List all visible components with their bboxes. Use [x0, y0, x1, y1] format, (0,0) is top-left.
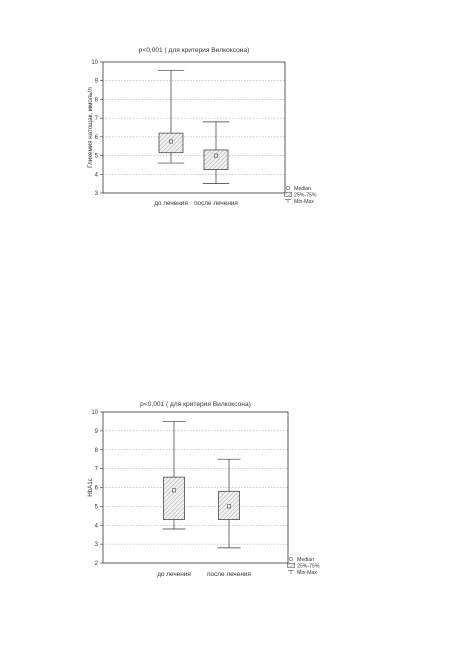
chart-title: p<0,001 ( для критерия Вилкоксона) [138, 47, 250, 54]
legend-label: Median [297, 556, 315, 563]
y-tick-label: 5 [94, 153, 98, 160]
legend-label: Min-Max [297, 570, 317, 577]
legend-median-swatch [290, 558, 293, 561]
y-tick-label: 7 [94, 116, 98, 123]
plot-frame [103, 62, 285, 193]
y-tick-label: 5 [94, 504, 98, 511]
median-marker [227, 505, 230, 508]
category-label: до лечения [154, 200, 188, 207]
median-marker [214, 154, 217, 157]
y-tick-label: 6 [94, 485, 98, 492]
y-tick-label: 10 [91, 60, 98, 66]
chart-2 [87, 401, 320, 578]
legend-iqr-swatch [288, 563, 295, 567]
category-label: после лечения [194, 200, 238, 207]
median-marker [172, 489, 175, 492]
legend [285, 186, 317, 205]
legend-label: Median [294, 185, 312, 192]
y-axis-label: Гликемия натощак, ммоль/л [87, 87, 94, 168]
median-marker [169, 140, 172, 143]
legend-label: 25%-75% [297, 563, 320, 570]
y-tick-label: 3 [94, 191, 98, 197]
y-axis-label: HbA1c [87, 478, 94, 497]
box-1 [158, 70, 184, 163]
y-tick-label: 3 [94, 542, 98, 549]
legend-label: 25%-75% [294, 192, 317, 199]
y-tick-label: 4 [94, 172, 98, 179]
legend-label: Min-Max [294, 199, 314, 206]
chart-title: p<0,001 ( для критерия Вилкоксона) [140, 401, 251, 408]
iqr-box [204, 150, 228, 170]
box-2 [217, 459, 240, 548]
y-tick-label: 9 [94, 428, 98, 435]
y-tick-label: 10 [91, 410, 98, 416]
y-tick-label: 9 [94, 78, 98, 85]
y-tick-label: 8 [94, 97, 98, 104]
category-label: после лечения [207, 571, 251, 578]
legend-iqr-swatch [285, 192, 292, 196]
y-tick-label: 4 [94, 523, 98, 530]
legend-median-swatch [287, 187, 290, 190]
y-tick-label: 7 [94, 466, 98, 473]
box-1 [162, 421, 185, 529]
legend [288, 557, 320, 576]
category-label: до лечения [157, 571, 191, 578]
iqr-box [164, 477, 185, 519]
box-2 [203, 122, 229, 184]
chart-1 [87, 47, 317, 207]
y-tick-label: 6 [94, 134, 98, 141]
y-tick-label: 8 [94, 447, 98, 454]
y-tick-label: 2 [94, 561, 98, 567]
